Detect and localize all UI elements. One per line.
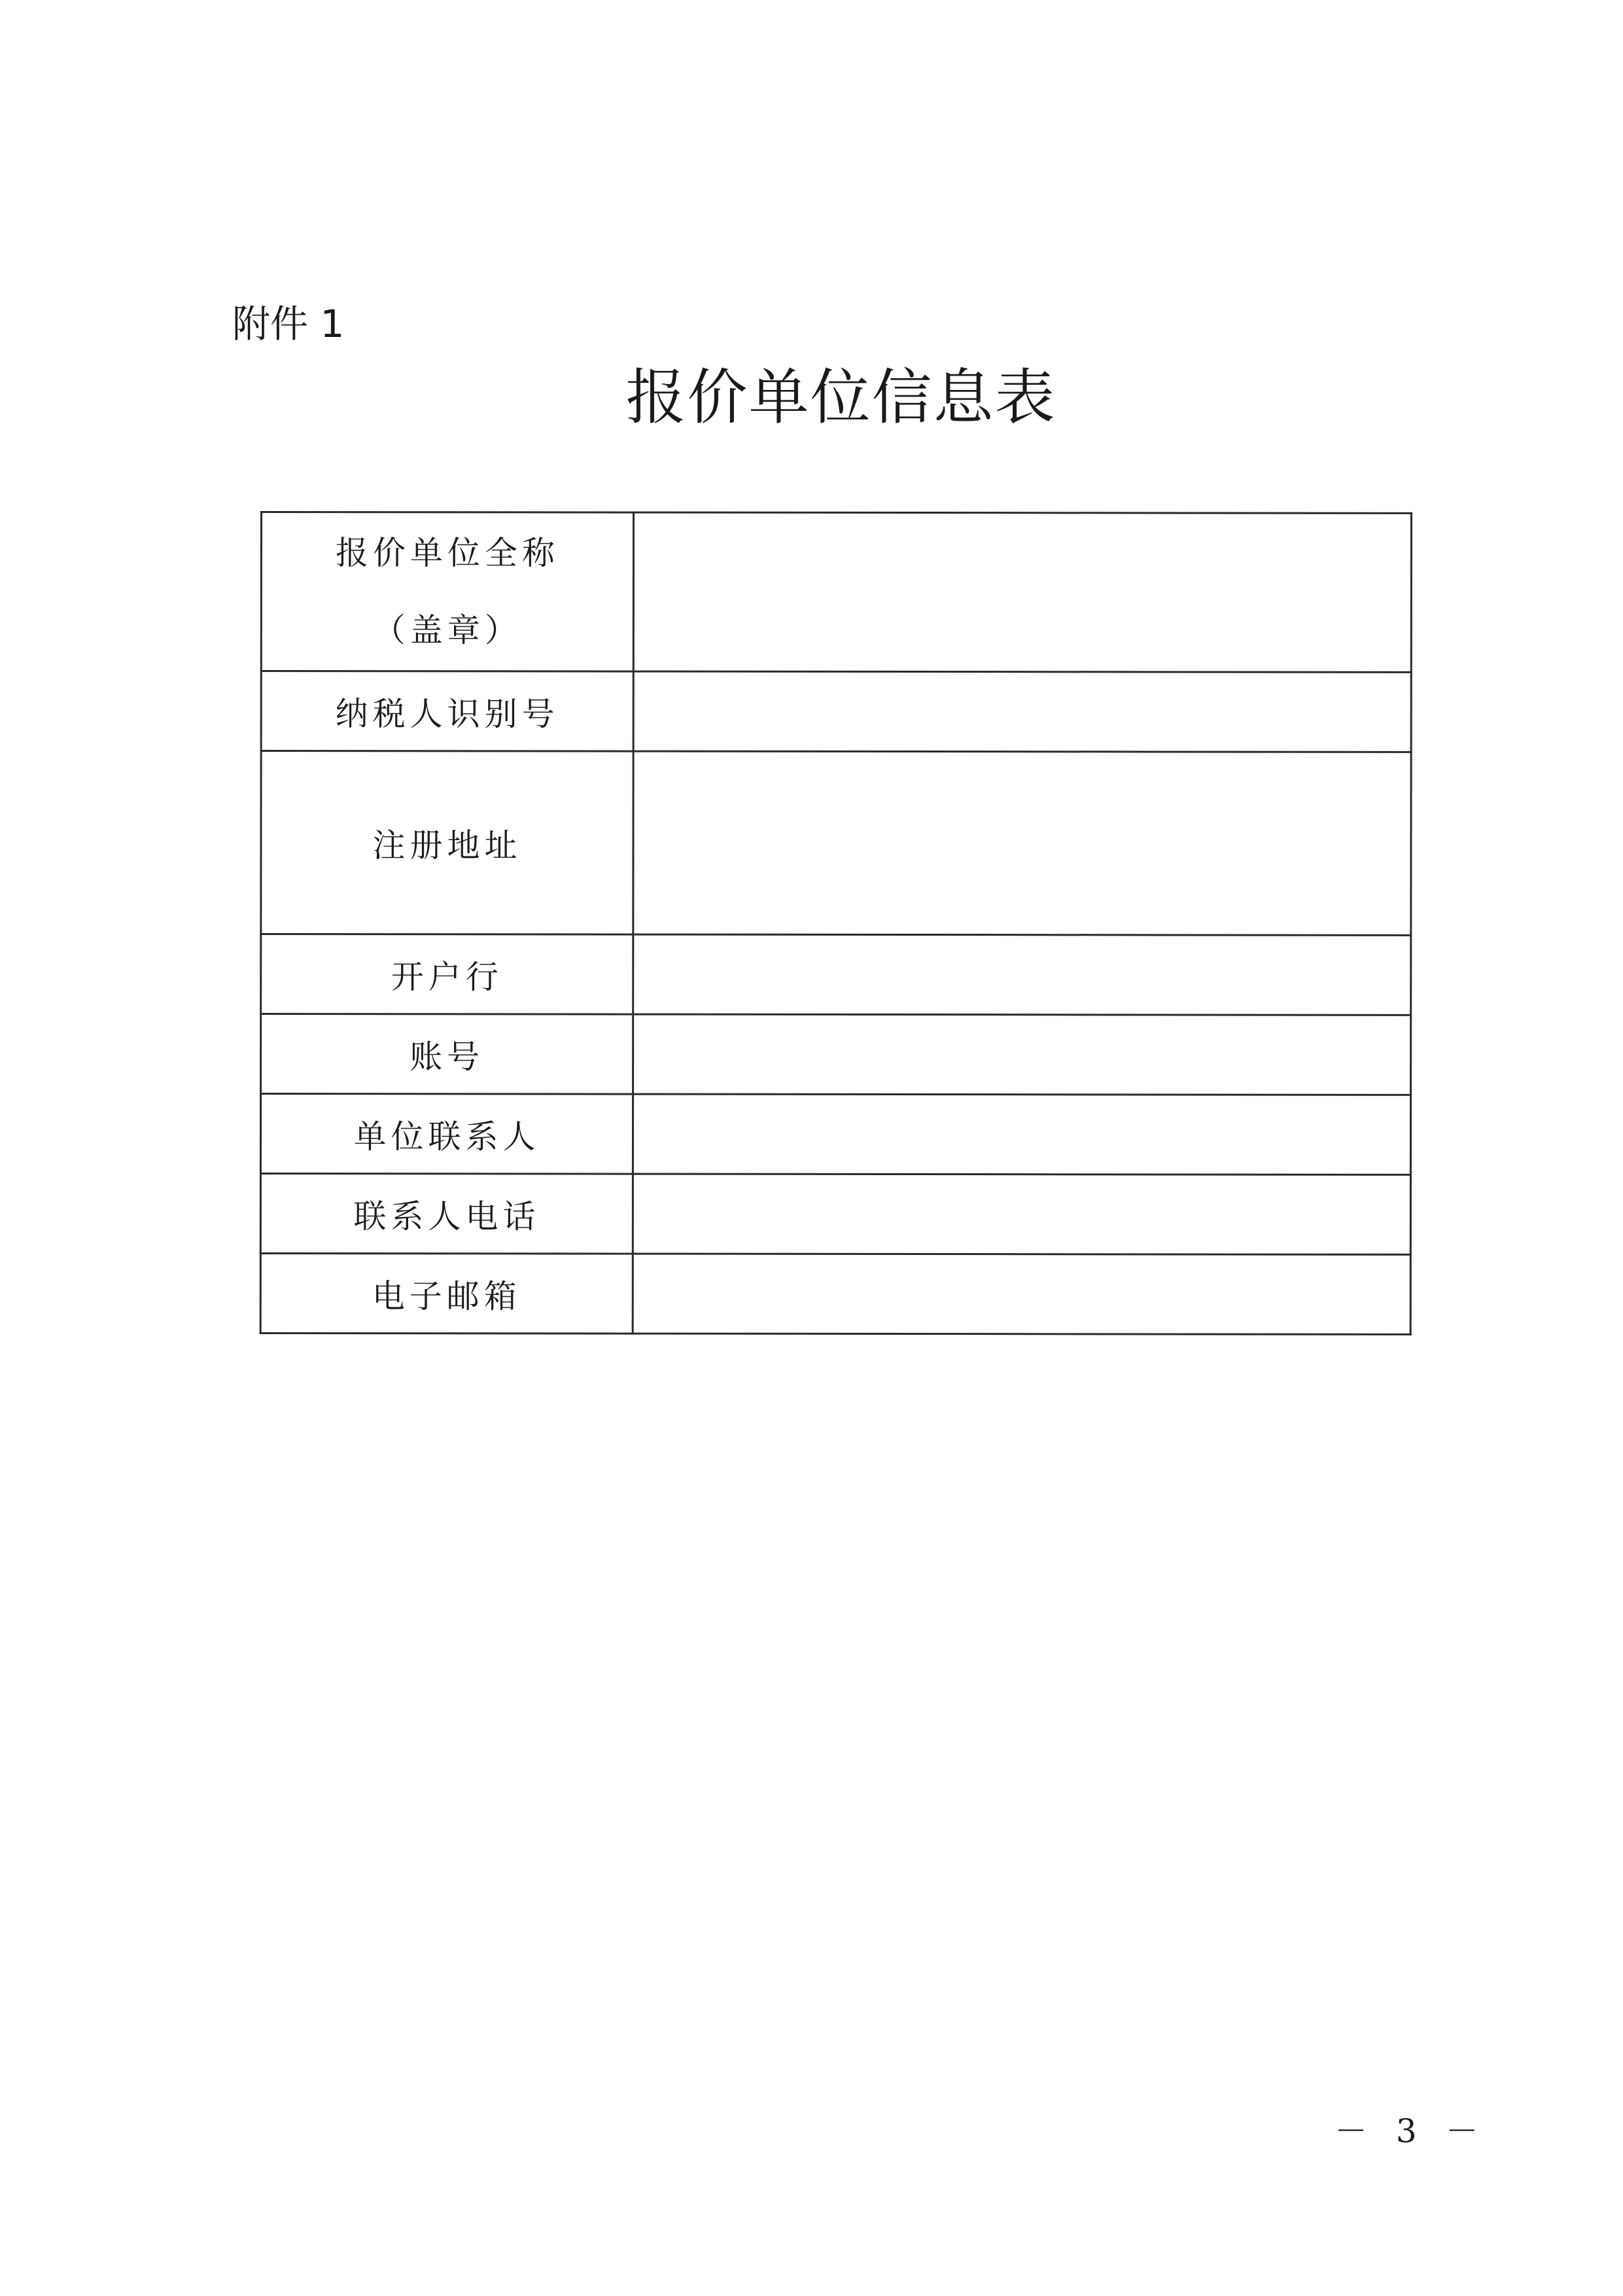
info-form-table [260, 511, 1412, 1335]
form-label-line: 报价单位全称 [335, 534, 559, 573]
document-title: 报价单位信息表 [625, 362, 1056, 433]
form-row-company-name [261, 512, 1411, 673]
form-field-email[interactable] [633, 1254, 1410, 1334]
form-label-bank: 开户行 [261, 934, 633, 1015]
form-row-contact-phone [260, 1174, 1410, 1255]
form-label-contact-person: 单位联系人 [260, 1094, 633, 1174]
form-label-account: 账号 [261, 1014, 633, 1095]
form-field-tax-id[interactable] [633, 671, 1411, 752]
form-label-registered-address: 注册地址 [261, 751, 633, 935]
attachment-label: 附件 1 [232, 302, 345, 346]
form-row-bank [261, 934, 1411, 1016]
form-label-line: （盖章） [372, 611, 522, 650]
form-label-email: 电子邮箱 [260, 1254, 633, 1334]
form-label-contact-phone: 联系人电话 [260, 1174, 633, 1254]
form-row-tax-id [261, 671, 1411, 752]
form-label-company-name [261, 512, 633, 672]
form-row-registered-address [261, 751, 1411, 936]
form-field-contact-person[interactable] [633, 1094, 1410, 1174]
form-label-tax-id: 纳税人识别号 [261, 671, 633, 752]
form-row-email [260, 1254, 1410, 1335]
form-field-bank[interactable] [633, 934, 1411, 1015]
page-number: － 3 － [1335, 2112, 1488, 2150]
form-field-company-name[interactable] [633, 512, 1411, 672]
form-row-contact-person [260, 1094, 1410, 1175]
form-row-account [261, 1014, 1411, 1095]
form-field-account[interactable] [633, 1014, 1411, 1095]
form-field-contact-phone[interactable] [633, 1174, 1410, 1254]
form-field-registered-address[interactable] [633, 751, 1411, 935]
